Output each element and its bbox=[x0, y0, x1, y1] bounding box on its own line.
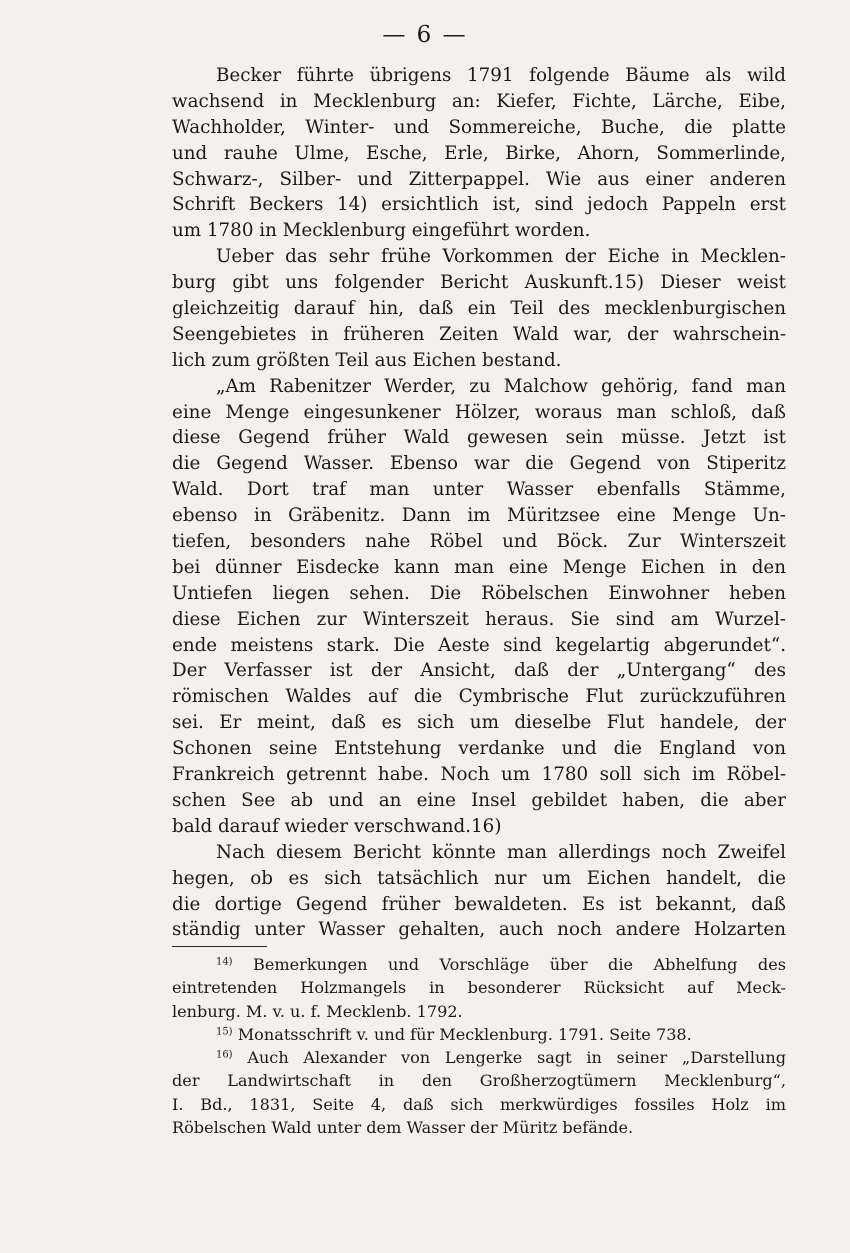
paragraph bbox=[172, 63, 786, 244]
text-line: um 1780 in Mecklenburg eingeführt worden. bbox=[172, 220, 591, 242]
text-line: ebenso in Gräbenitz. Dann im Müritzsee eine Menge Un- bbox=[172, 505, 786, 527]
paragraph bbox=[172, 244, 786, 373]
text-line: römischen Waldes auf die Cymbrische Flut zurückzuführen bbox=[172, 686, 786, 708]
footnote-line: Röbelschen Wald unter dem Wasser der Müritz befände. bbox=[172, 1118, 634, 1138]
text-line: „Am Rabenitzer Werder, zu Malchow gehörig, fand man bbox=[216, 375, 786, 397]
footnote-marker: 14) bbox=[216, 956, 233, 968]
text-line: tiefen, besonders nahe Röbel und Böck. Zur Winterszeit bbox=[172, 531, 786, 553]
page-number: — 6 — bbox=[382, 22, 468, 48]
footnote-text: Auch Alexander von Lengerke sagt in seiner „Darstellung bbox=[232, 1048, 786, 1068]
text-line: burg gibt uns folgender Bericht Auskunft.15) Dieser weist bbox=[172, 272, 786, 294]
footnote-line bbox=[172, 953, 786, 976]
text-line: lich zum größten Teil aus Eichen bestand. bbox=[172, 349, 562, 371]
footnote bbox=[172, 1023, 786, 1046]
text-line: Schonen seine Entstehung verdanke und die England von bbox=[172, 738, 786, 760]
footnote-line bbox=[172, 1023, 786, 1046]
footnote bbox=[172, 953, 786, 1023]
text-line: diese Gegend früher Wald gewesen sein müsse. Jetzt ist bbox=[172, 427, 786, 449]
text-line: diese Eichen zur Winterszeit heraus. Sie sind am Wurzel- bbox=[172, 608, 786, 630]
text-line: Seengebietes in früheren Zeiten Wald war, der wahrschein- bbox=[172, 323, 786, 345]
text-line: Untiefen liegen sehen. Die Röbelschen Einwohner heben bbox=[172, 582, 786, 604]
text-line: Schrift Beckers 14) ersichtlich ist, sind jedoch Pappeln erst bbox=[172, 194, 786, 216]
text-line: sei. Er meint, daß es sich um dieselbe Flut handele, der bbox=[172, 712, 786, 734]
text-line: schen See ab und an eine Insel gebildet haben, die aber bbox=[172, 789, 786, 811]
text-line: Wachholder, Winter- und Sommereiche, Buche, die platte bbox=[172, 116, 786, 138]
text-line: Nach diesem Bericht könnte man allerdings noch Zweifel bbox=[216, 841, 786, 863]
text-line: gleichzeitig darauf hin, daß ein Teil des mecklenburgischen bbox=[172, 298, 786, 320]
body-text bbox=[172, 63, 786, 943]
text-line: Der Verfasser ist der Ansicht, daß der „Untergang“ des bbox=[172, 660, 786, 682]
text-line: Schwarz-, Silber- und Zitterpappel. Wie aus einer anderen bbox=[172, 168, 786, 190]
footnote-text: Monatsschrift v. und für Mecklenburg. 1791. Seite 738. bbox=[232, 1024, 692, 1044]
footnote-text: Bemerkungen und Vorschläge über die Abhelfung des bbox=[232, 955, 786, 974]
text-line: hegen, ob es sich tatsächlich nur um Eichen handelt, die bbox=[172, 867, 786, 889]
text-line: wachsend in Mecklenburg an: Kiefer, Fichte, Lärche, Eibe, bbox=[172, 90, 786, 112]
footnote-marker: 16) bbox=[216, 1049, 233, 1061]
footnote-line bbox=[172, 1046, 786, 1069]
footnote-line: eintretenden Holzmangels in besonderer Rücksicht auf Meck- bbox=[172, 978, 786, 998]
footnote-line: lenburg. M. v. u. f. Mecklenb. 1792. bbox=[172, 1001, 463, 1021]
text-line: bald darauf wieder verschwand.16) bbox=[172, 815, 502, 837]
text-line: Frankreich getrennt habe. Noch um 1780 soll sich im Röbel- bbox=[172, 764, 786, 786]
text-line: die Gegend Wasser. Ebenso war die Gegend von Stiperitz bbox=[172, 453, 786, 475]
footnote-line: der Landwirtschaft in den Großherzogtümern Mecklenburg“, bbox=[172, 1071, 786, 1091]
text-line: die dortige Gegend früher bewaldeten. Es ist bekannt, daß bbox=[172, 893, 786, 915]
text-line: bei dünner Eisdecke kann man eine Menge Eichen in den bbox=[172, 556, 786, 578]
paragraph bbox=[172, 840, 786, 944]
text-line: Wald. Dort traf man unter Wasser ebenfalls Stämme, bbox=[172, 479, 786, 501]
paragraph bbox=[172, 374, 786, 840]
footnote-line: I. Bd., 1831, Seite 4, daß sich merkwürdiges fossiles Holz im bbox=[172, 1094, 786, 1114]
footnote-marker: 15) bbox=[216, 1026, 233, 1038]
text-line: Ueber das sehr frühe Vorkommen der Eiche in Mecklen- bbox=[216, 246, 786, 268]
footnote bbox=[172, 1046, 786, 1139]
text-line: Becker führte übrigens 1791 folgende Bäume als wild bbox=[216, 65, 786, 86]
footnotes bbox=[172, 953, 786, 1139]
text-line: eine Menge eingesunkener Hölzer, woraus man schloß, daß bbox=[172, 401, 786, 423]
text-line: ende meistens stark. Die Aeste sind kegelartig abgerundet“. bbox=[172, 634, 786, 656]
footnote-rule bbox=[172, 946, 267, 947]
text-line: ständig unter Wasser gehalten, auch noch andere Holzarten bbox=[172, 919, 786, 941]
text-line: und rauhe Ulme, Esche, Erle, Birke, Ahorn, Sommerlinde, bbox=[172, 142, 786, 164]
